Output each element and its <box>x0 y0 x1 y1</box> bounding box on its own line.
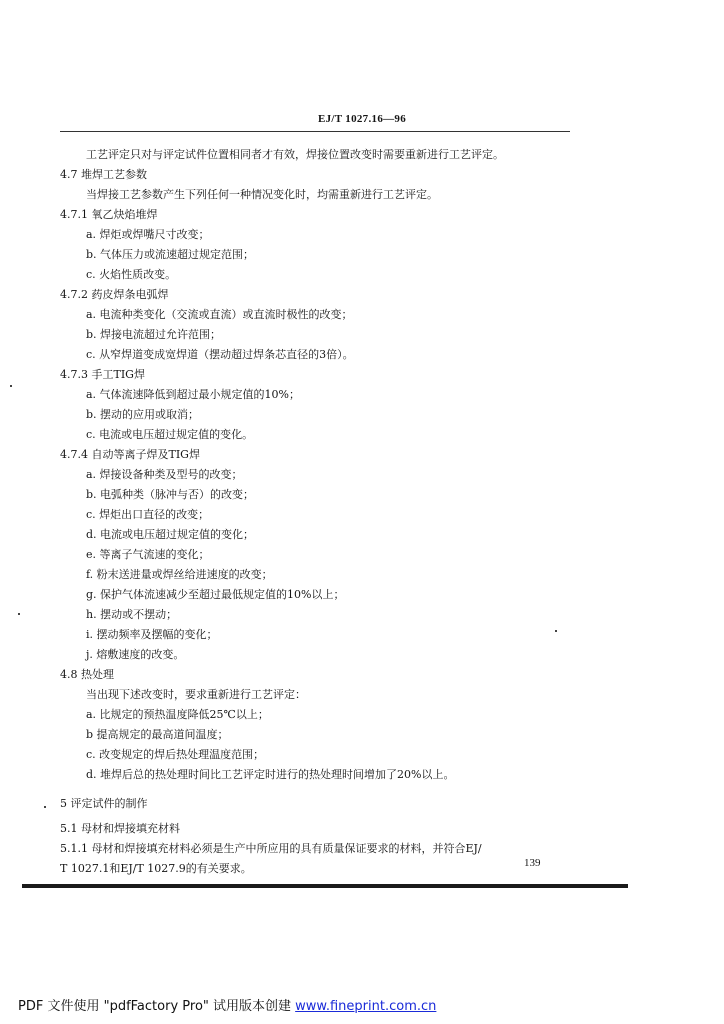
text-line: 4.8 热处理 <box>60 668 114 681</box>
footer-rule <box>22 884 628 888</box>
text-line: c. 焊炬出口直径的改变； <box>86 508 210 521</box>
text-line: c. 从窄焊道变成宽焊道（摆动超过焊条芯直径的3倍）。 <box>86 348 354 361</box>
footer-link[interactable]: www.fineprint.com.cn <box>295 999 437 1014</box>
text-line: b. 焊接电流超过允许范围； <box>86 328 222 341</box>
text-line: b 提高规定的最高道间温度； <box>86 728 229 741</box>
text-line: i. 摆动频率及摆幅的变化； <box>86 628 218 641</box>
text-line: 当出现下述改变时，要求重新进行工艺评定： <box>86 688 306 701</box>
text-line: 4.7.2 药皮焊条电弧焊 <box>60 288 169 301</box>
text-line: c. 电流或电压超过规定值的变化。 <box>86 428 254 441</box>
text-line: c. 改变规定的焊后热处理温度范围； <box>86 748 265 761</box>
scan-mark <box>10 385 12 387</box>
text-line: e. 等离子气流速的变化； <box>86 548 210 561</box>
text-line: b. 电弧种类（脉冲与否）的改变； <box>86 488 255 501</box>
text-line: h. 摆动或不摆动； <box>86 608 178 621</box>
text-line: a. 焊接设备种类及型号的改变； <box>86 468 243 481</box>
text-line: b. 气体压力或流速超过规定范围； <box>86 248 255 261</box>
text-line: 工艺评定只对与评定试件位置相同者才有效，焊接位置改变时需要重新进行工艺评定。 <box>86 148 504 161</box>
text-line: 5.1 母材和焊接填充材料 <box>60 822 180 835</box>
footer-text: PDF 文件使用 "pdfFactory Pro" 试用版本创建 <box>18 999 292 1014</box>
text-line: a. 气体流速降低到超过最小规定值的10%； <box>86 388 300 401</box>
text-line: j. 熔敷速度的改变。 <box>86 648 185 661</box>
text-line: 4.7.4 自动等离子焊及TIG焊 <box>60 448 200 461</box>
page-number: 139 <box>524 857 541 869</box>
text-line: a. 比规定的预热温度降低25℃以上； <box>86 708 269 721</box>
text-line: c. 火焰性质改变。 <box>86 268 177 281</box>
text-line: 当焊接工艺参数产生下列任何一种情况变化时，均需重新进行工艺评定。 <box>86 188 438 201</box>
text-line: f. 粉末送进量或焊丝给进速度的改变； <box>86 568 273 581</box>
text-line: 5 评定试件的制作 <box>60 797 148 810</box>
text-line: 5.1.1 母材和焊接填充材料必须是生产中所应用的具有质量保证要求的材料，并符合EJ/ <box>60 842 482 855</box>
text-line: T 1027.1和EJ/T 1027.9的有关要求。 <box>60 862 252 875</box>
scan-mark <box>18 613 20 615</box>
scan-mark <box>44 806 46 808</box>
text-line: 4.7.3 手工TIG焊 <box>60 368 145 381</box>
text-line: 4.7 堆焊工艺参数 <box>60 168 147 181</box>
text-line: 4.7.1 氧乙炔焰堆焊 <box>60 208 158 221</box>
text-line: d. 电流或电压超过规定值的变化； <box>86 528 255 541</box>
text-line: a. 电流种类变化（交流或直流）或直流时极性的改变； <box>86 308 353 321</box>
text-line: g. 保护气体流速减少至超过最低规定值的10%以上； <box>86 588 345 601</box>
text-line: a. 焊炬或焊嘴尺寸改变； <box>86 228 210 241</box>
pdf-footer <box>18 995 436 1014</box>
text-line: d. 堆焊后总的热处理时间比工艺评定时进行的热处理时间增加了20%以上。 <box>86 768 455 781</box>
scan-mark <box>555 630 557 632</box>
header-rule <box>60 131 570 132</box>
page-header: EJ/T 1027.16—96 <box>317 113 407 125</box>
text-line: b. 摆动的应用或取消； <box>86 408 200 421</box>
